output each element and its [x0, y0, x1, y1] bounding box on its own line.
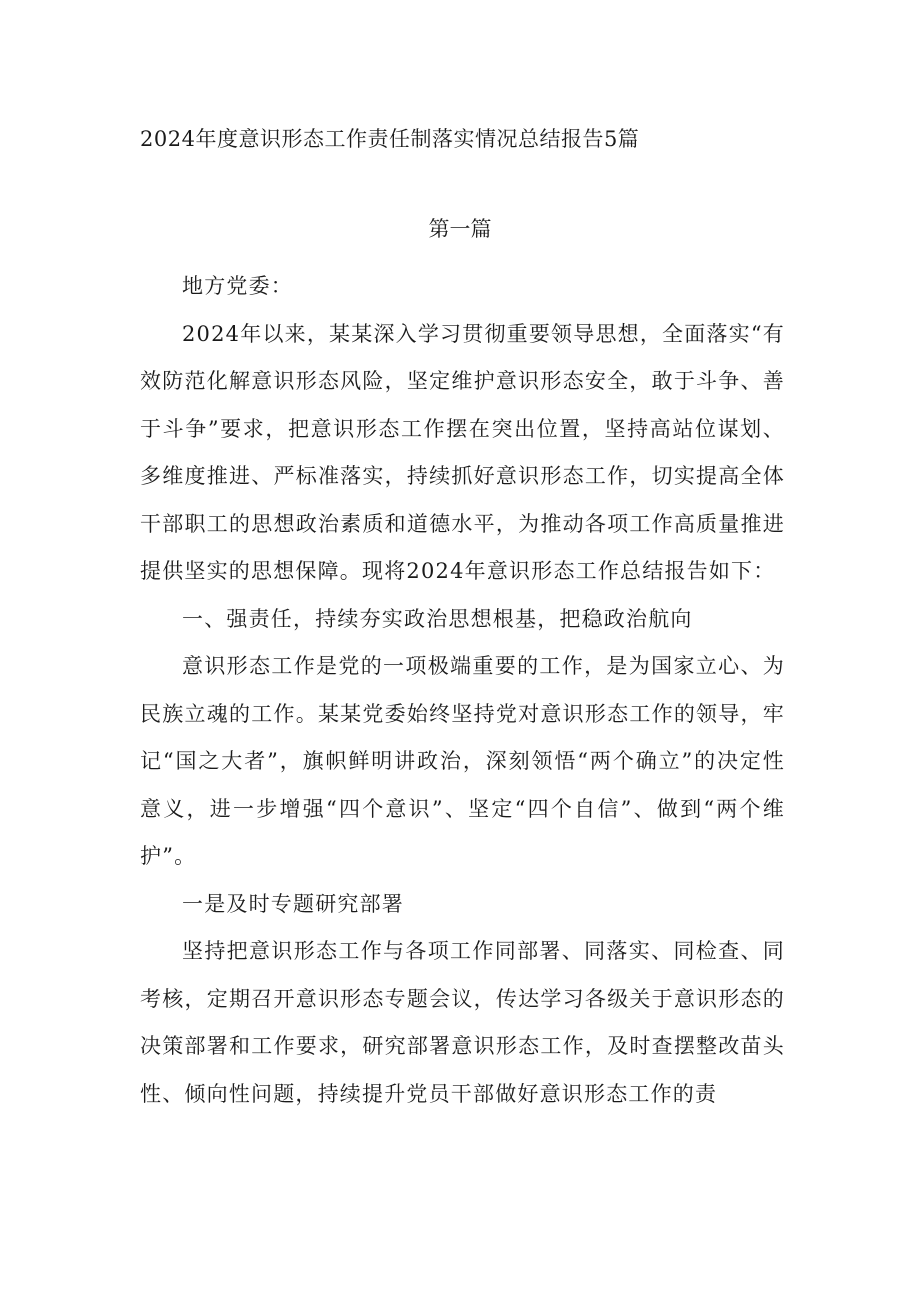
body-paragraph: 意识形态工作是党的一项极端重要的工作，是为国家立心、为民族立魂的工作。某某党委始终坚持党对意识形态工作的领导，牢记“国之大者”，旗帜鲜明讲政治，深刻领悟“两个确立”的决定性意义，进一步增强“四个意识”、坚定“四个自信”、做到“两个维护”。 [140, 654, 785, 868]
section-heading-1: 一、强责任，持续夯实政治思想根基，把稳政治航向 [182, 606, 693, 631]
salutation-paragraph: 地方党委： [182, 274, 293, 298]
subheading-1: 一是及时专题研究部署 [182, 891, 404, 916]
section-title: 第一篇 [428, 217, 492, 241]
document-body [140, 263, 785, 1118]
document-title: 2024年度意识形态工作责任制落实情况总结报告5篇 [140, 127, 640, 151]
body-paragraph: 坚持把意识形态工作与各项工作同部署、同落实、同检查、同考核，定期召开意识形态专题会议，传达学习各级关于意识形态的决策部署和工作要求，研究部署意识形态工作，及时查摆整改苗头性、倾向性问题，持续提升党员干部做好意识形态工作的责 [140, 939, 785, 1106]
intro-paragraph: 2024年以来，某某深入学习贯彻重要领导思想，全面落实“有效防范化解意识形态风险，坚定维护意识形态安全，敢于斗争、善于斗争”要求，把意识形态工作摆在突出位置，坚持高站位谋划、多维度推进、严标准落实，持续抓好意识形态工作，切实提高全体干部职工的思想政治素质和道德水平，为推动各项工作高质量推进提供坚实的思想保障。现将2024年意识形态工作总结报告如下： [140, 321, 785, 583]
